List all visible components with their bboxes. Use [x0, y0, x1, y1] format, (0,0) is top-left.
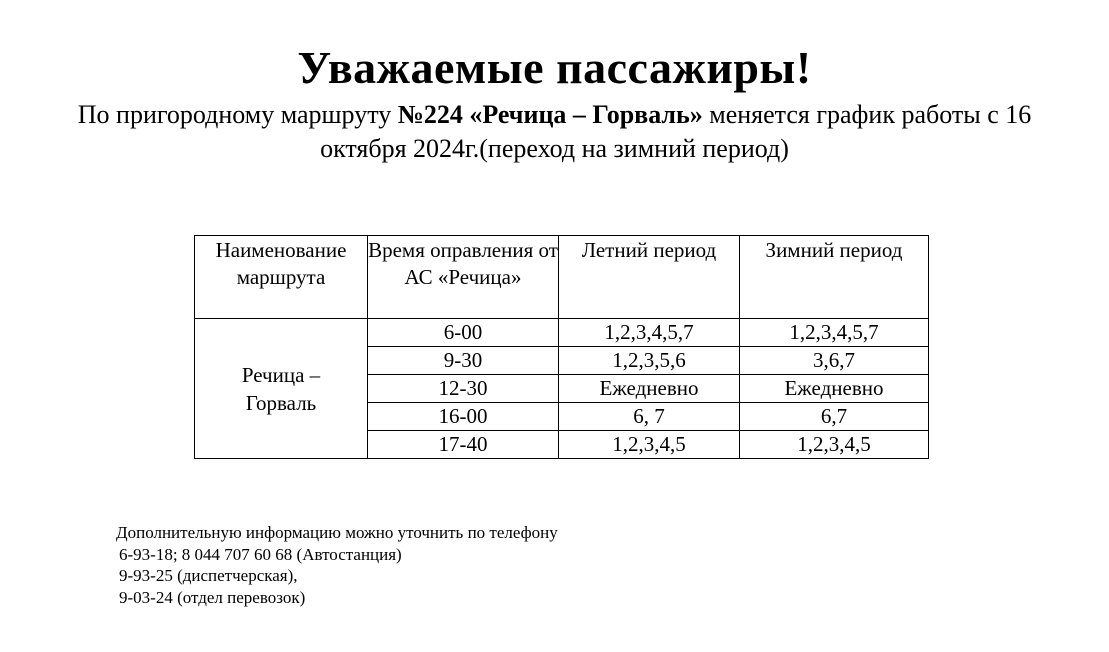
departure-time-cell: 6-00: [368, 319, 559, 347]
summer-days-cell: Ежедневно: [559, 375, 740, 403]
departure-time-cell: 17-40: [368, 431, 559, 459]
phone-line-dispatcher: 9-93-25 (диспетчерская),: [119, 566, 298, 585]
summer-days-cell: 1,2,3,4,5,7: [559, 319, 740, 347]
table-header-row: [195, 236, 929, 319]
contact-intro: Дополнительную информацию можно уточнить по телефону: [116, 523, 558, 542]
departure-time-cell: 12-30: [368, 375, 559, 403]
phone-line-bus-station: 6-93-18; 8 044 707 60 68 (Автостанция): [119, 544, 402, 564]
winter-days-cell: 6,7: [740, 403, 929, 431]
winter-days-cell: 1,2,3,4,5,7: [740, 319, 929, 347]
phone-line-transport-dept: 9-03-24 (отдел перевозок): [119, 587, 306, 607]
summer-days-cell: 1,2,3,4,5: [559, 431, 740, 459]
route-name-bold: №224 «Речица – Горваль»: [397, 100, 703, 129]
route-name-cell: [195, 319, 368, 459]
header-route-name: Наименование маршрута: [195, 236, 368, 319]
summer-days-cell: 6, 7: [559, 403, 740, 431]
winter-days-cell: 1,2,3,4,5: [740, 431, 929, 459]
schedule-table: [194, 235, 929, 459]
summer-days-cell: 1,2,3,5,6: [559, 347, 740, 375]
route-name-line2: Горваль: [245, 390, 317, 415]
subtitle-text-end: меняется график работы с 16 октября 2024г.(переход на зимний период): [320, 100, 1032, 163]
header-summer-period: Летний период: [559, 236, 740, 319]
departure-time-cell: 16-00: [368, 403, 559, 431]
departure-time-cell: 9-30: [368, 347, 559, 375]
winter-days-cell: 3,6,7: [740, 347, 929, 375]
announcement-subtitle: [40, 98, 1069, 166]
header-departure-time: Время оправления от АС «Речица»: [368, 236, 559, 319]
contact-info-block: [116, 522, 558, 608]
page-title: Уважаемые пассажиры!: [297, 42, 812, 93]
table-row: [195, 319, 929, 347]
header-winter-period: Зимний период: [740, 236, 929, 319]
route-name-line1: Речица –: [241, 362, 321, 387]
subtitle-text-start: По пригородному маршруту: [77, 100, 398, 129]
winter-days-cell: Ежедневно: [740, 375, 929, 403]
